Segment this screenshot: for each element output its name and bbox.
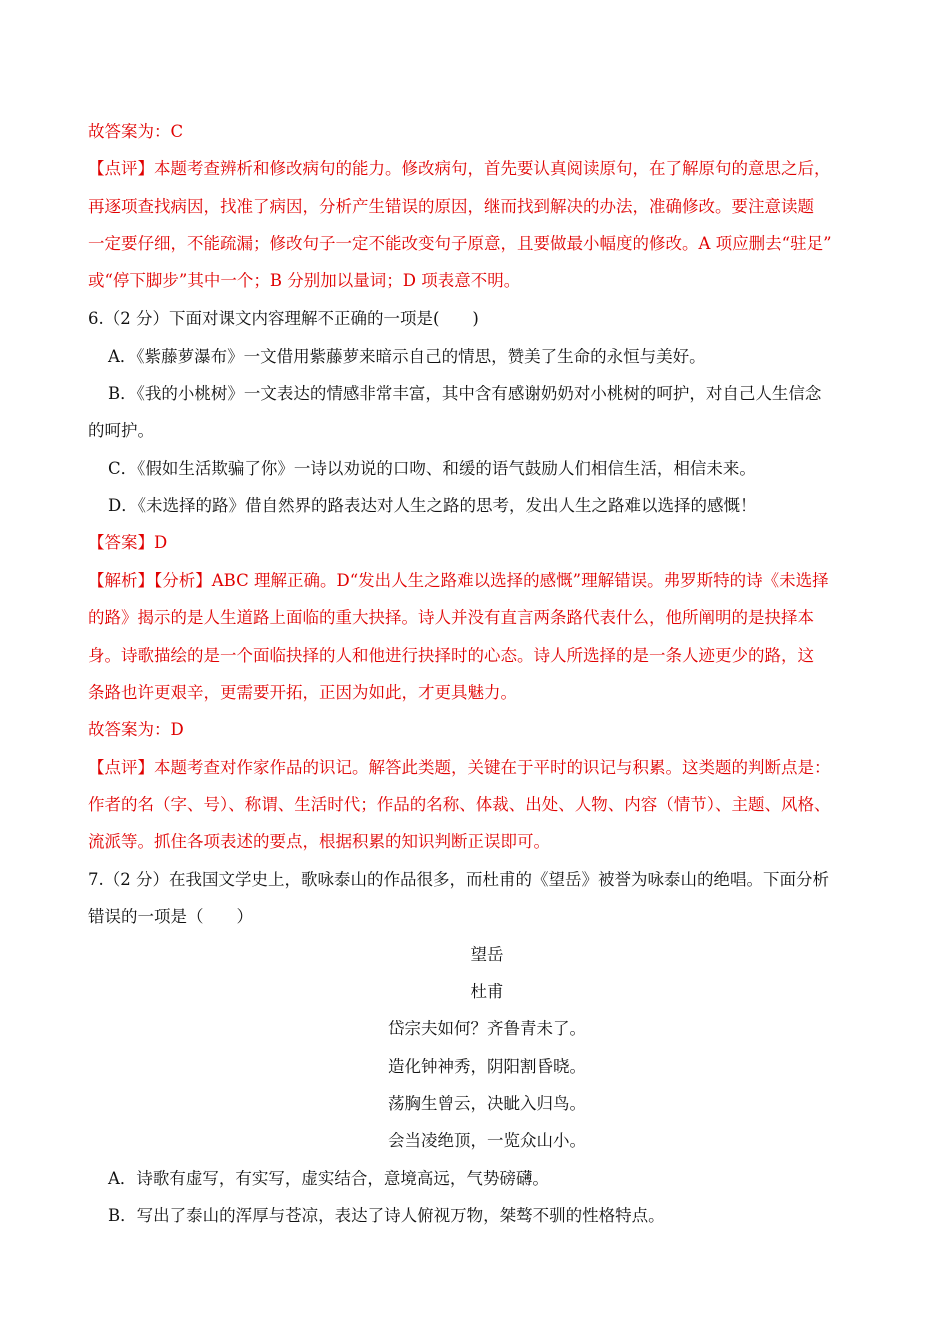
q5-review-line: 【点评】本题考查辨析和修改病句的能力。修改病句，首先要认真阅读原句，在了解原句的意思之后，	[88, 159, 831, 178]
q5-review-line: 再逐项查找病因，找准了病因，分析产生错误的原因，继而找到解决的办法，准确修改。要注意读题	[88, 197, 814, 216]
q6-answer: 【答案】D	[88, 533, 168, 552]
q6-option-d: D．《未选择的路》借自然界的路表达对人生之路的思考，发出人生之路难以选择的感慨！	[108, 496, 757, 515]
poem-title: 望岳	[470, 945, 504, 964]
q6-option-b: B．《我的小桃树》一文表达的情感非常丰富，其中含有感谢奶奶对小桃树的呵护，对自己人生信念	[108, 384, 822, 403]
q6-analysis-line: 条路也许更艰辛，更需要开拓，正因为如此，才更具魅力。	[88, 683, 517, 702]
poem-line: 荡胸生曾云，决眦入归鸟。	[388, 1094, 586, 1113]
poem-line: 岱宗夫如何？齐鲁青未了。	[388, 1019, 586, 1038]
q6-analysis-line: 的路》揭示的是人生道路上面临的重大抉择。诗人并没有直言两条路代表什么，他所阐明的是抉择本	[88, 608, 814, 627]
q6-review-line: 流派等。抓住各项表述的要点，根据积累的知识判断正误即可。	[88, 832, 550, 851]
q6-stem: 6.（2 分）下面对课文内容理解不正确的一项是( )	[88, 309, 479, 328]
q6-option-a: A．《紫藤萝瀑布》一文借用紫藤萝来暗示自己的情思，赞美了生命的永恒与美好。	[108, 347, 706, 366]
q6-review-line: 作者的名（字、号）、称谓、生活时代；作品的名称、体裁、出处、人物、内容（情节）、主题、风格、	[88, 795, 831, 814]
q5-answer-line: 故答案为：C	[88, 122, 184, 141]
q6-analysis-line: 身。诗歌描绘的是一个面临抉择的人和他进行抉择时的心态。诗人所选择的是一条人迹更少的路，这	[88, 646, 814, 665]
q6-review-line: 【点评】本题考查对作家作品的识记。解答此类题，关键在于平时的识记与积累。这类题的判断点是：	[88, 758, 831, 777]
poem-line: 造化钟神秀，阴阳割昏晓。	[388, 1057, 586, 1076]
q7-stem: 7.（2 分）在我国文学史上，歌咏泰山的作品很多，而杜甫的《望岳》被誉为咏泰山的绝唱。下面分析	[88, 870, 829, 889]
poem-author: 杜甫	[470, 982, 504, 1001]
q6-answer-line: 故答案为：D	[88, 720, 184, 739]
q6-analysis-line: 【解析】【分析】ABC 理解正确。D“发出人生之路难以选择的感慨”理解错误。弗罗斯特的诗《未选择	[88, 571, 829, 590]
q5-review-line: 一定要仔细，不能疏漏；修改句子一定不能改变句子原意，且要做最小幅度的修改。A 项应删去“驻足”	[88, 234, 832, 253]
q7-stem-cont: 错误的一项是（ ）	[88, 907, 253, 926]
q5-review-line: 或“停下脚步”其中一个；B 分别加以量词；D 项表意不明。	[88, 271, 521, 290]
q6-option-b-cont: 的呵护。	[88, 421, 154, 440]
q7-option-a: A．诗歌有虚写，有实写，虚实结合，意境高远，气势磅礴。	[108, 1169, 549, 1188]
poem-line: 会当凌绝顶，一览众山小。	[388, 1131, 586, 1150]
q7-option-b: B．写出了泰山的浑厚与苍凉，表达了诗人俯视万物，桀骜不驯的性格特点。	[108, 1206, 665, 1225]
q6-option-c: C．《假如生活欺骗了你》一诗以劝说的口吻、和缓的语气鼓励人们相信生活，相信未来。	[108, 459, 756, 478]
